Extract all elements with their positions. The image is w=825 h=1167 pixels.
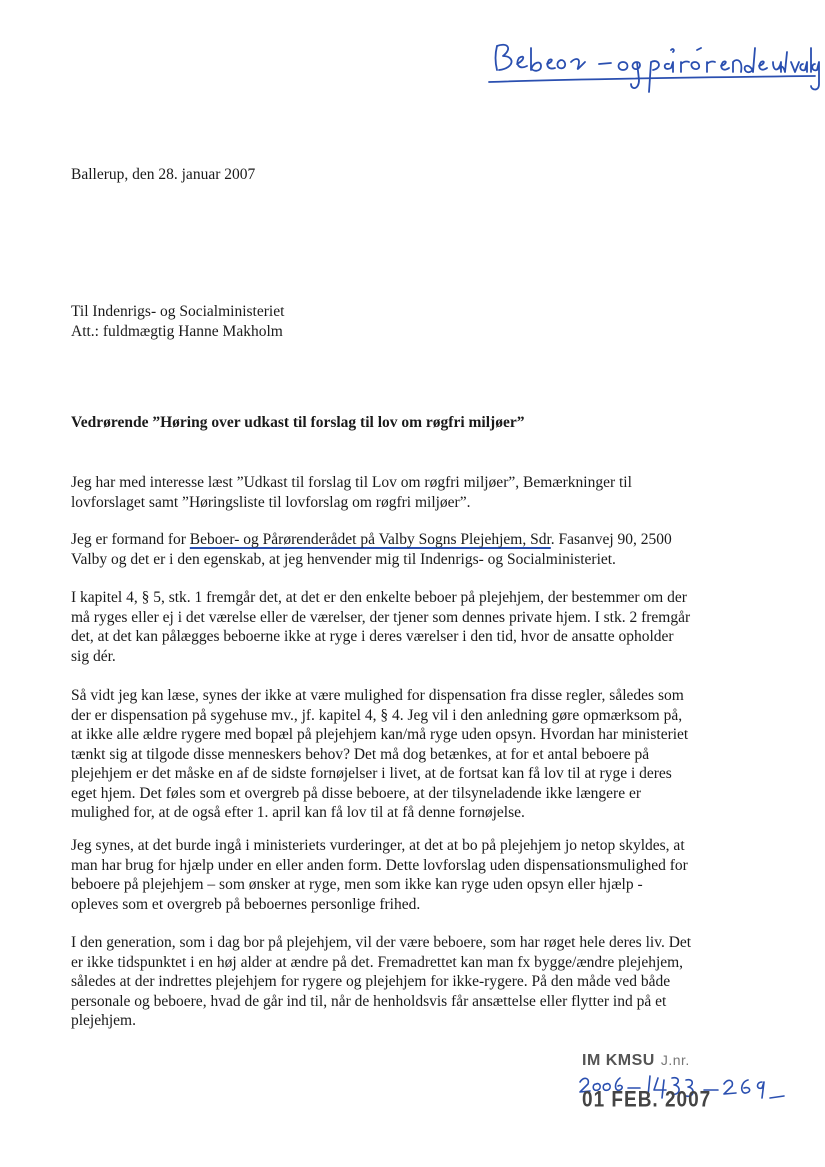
stamp-org-name: IM KMSU xyxy=(582,1052,655,1069)
text-line: plejehjem. xyxy=(71,1012,136,1029)
text-line: at ikke alle ældre rygere med bopæl på plejehjem kan/må ryge uden opsyn. Hvordan har ministeriet xyxy=(71,726,689,743)
recipient-attention-line: Att.: fuldmægtig Hanne Makholm xyxy=(71,323,283,340)
date-line: Ballerup, den 28. januar 2007 xyxy=(71,166,256,183)
text-line: Valby og det er i den egenskab, at jeg henvender mig til Indenrigs- og Socialministeriet. xyxy=(71,550,616,568)
text-line: plejehjem er det måske en af de sidste fornøjelser i livet, at de fortsat kan få lov til at ryge i deres xyxy=(71,765,672,782)
text-line: er ikke tidspunktet i en høj alder at ændre på det. Fremadrettet kan man fx bygge/ændre plejehjem, xyxy=(71,953,684,971)
text-line: opleves som et overgreb på beboernes personlige frihed. xyxy=(71,895,421,913)
text-line: beboere på plejehjem – som ønsker at ryge, men som ikke kan ryge uden opsyn eller hjælp - xyxy=(71,876,643,893)
handwritten-note xyxy=(485,28,820,98)
subject-line: Vedrørende ”Høring over udkast til forslag til lov om røgfri miljøer” xyxy=(71,414,525,431)
text-line: mulighed for, at de også efter 1. april kan få lov til at få denne fornøjelse. xyxy=(71,804,525,821)
text-line: Jeg har med interesse læst ”Udkast til forslag til Lov om røgfri miljøer”, Bemærkninger til xyxy=(71,474,632,491)
recipient-block xyxy=(71,302,284,342)
text-line: Så vidt jeg kan læse, synes der ikke at være mulighed for dispensation fra disse regler, således som xyxy=(71,687,684,704)
text-line: sig dér. xyxy=(71,647,116,665)
text-line: Jeg synes, at det burde ingå i ministeriets vurderinger, at det at bo på plejehjem jo netop skyldes, at xyxy=(71,837,685,854)
text-line: man har brug for hjælp under en eller anden form. Dette lovforslag uden dispensationsmulighed for xyxy=(71,856,688,874)
paragraph xyxy=(71,530,672,569)
text-line xyxy=(71,530,672,550)
text-line: personale og beboere, hvad de går ind til, når de henholdsvis får ansættelse eller flytter ind på et xyxy=(71,992,667,1010)
text-line: lovforslaget samt ”Høringsliste til lovforslag om røgfri miljøer”. xyxy=(71,493,471,511)
recipient-line: Til Indenrigs- og Socialministeriet xyxy=(71,303,285,320)
text-line: der er dispensation på sygehuse mv., jf. kapitel 4, § 4. Jeg vil i den anledning gøre opmærksom på, xyxy=(71,706,683,724)
receipt-stamp xyxy=(560,1052,810,1162)
text-line: det, at det kan pålægges beboerne ikke at ryge i deres værelser i den tid, hvor de ansatte opholder xyxy=(71,628,674,645)
text-line: I kapitel 4, § 5, stk. 1 fremgår det, at det er den enkelte beboer på plejehjem, der bestemmer om der xyxy=(71,589,687,606)
underlined-council-name: Beboer- og Pårørenderådet på Valby Sogns Plejehjem, Sdr xyxy=(189,531,551,548)
paragraph xyxy=(71,933,691,1031)
text-segment: . Fasanvej 90, 2500 xyxy=(550,531,672,548)
text-line: tænkt sig at tilgode disse menneskers behov? Det må dog betænkes, at for et antal beboere på xyxy=(71,745,650,763)
paragraph xyxy=(71,588,690,666)
text-line: I den generation, som i dag bor på plejehjem, vil der være beboere, som har røget hele deres liv. Det xyxy=(71,934,692,951)
text-line: må ryges eller ej i det værelse eller de værelser, der tjener som dennes private hjem. I stk. 2 fremgår xyxy=(71,608,691,626)
paragraph xyxy=(71,836,688,914)
text-segment: Jeg er formand for xyxy=(71,531,190,548)
handwritten-note-drawing xyxy=(485,28,820,98)
paragraph xyxy=(71,686,688,823)
stamp-jnr-label: J.nr. xyxy=(660,1052,690,1068)
stamp-date: 01 FEB. 2007 xyxy=(582,1088,712,1113)
paragraph xyxy=(71,473,632,512)
text-line: eget hjem. Det føles som et overgreb på disse beboere, at der tilsyneladende ikke længere er xyxy=(71,784,641,802)
text-line: således at der indrettes plejehjem for rygere og plejehjem for ikke-rygere. På den måde ved både xyxy=(71,973,671,990)
